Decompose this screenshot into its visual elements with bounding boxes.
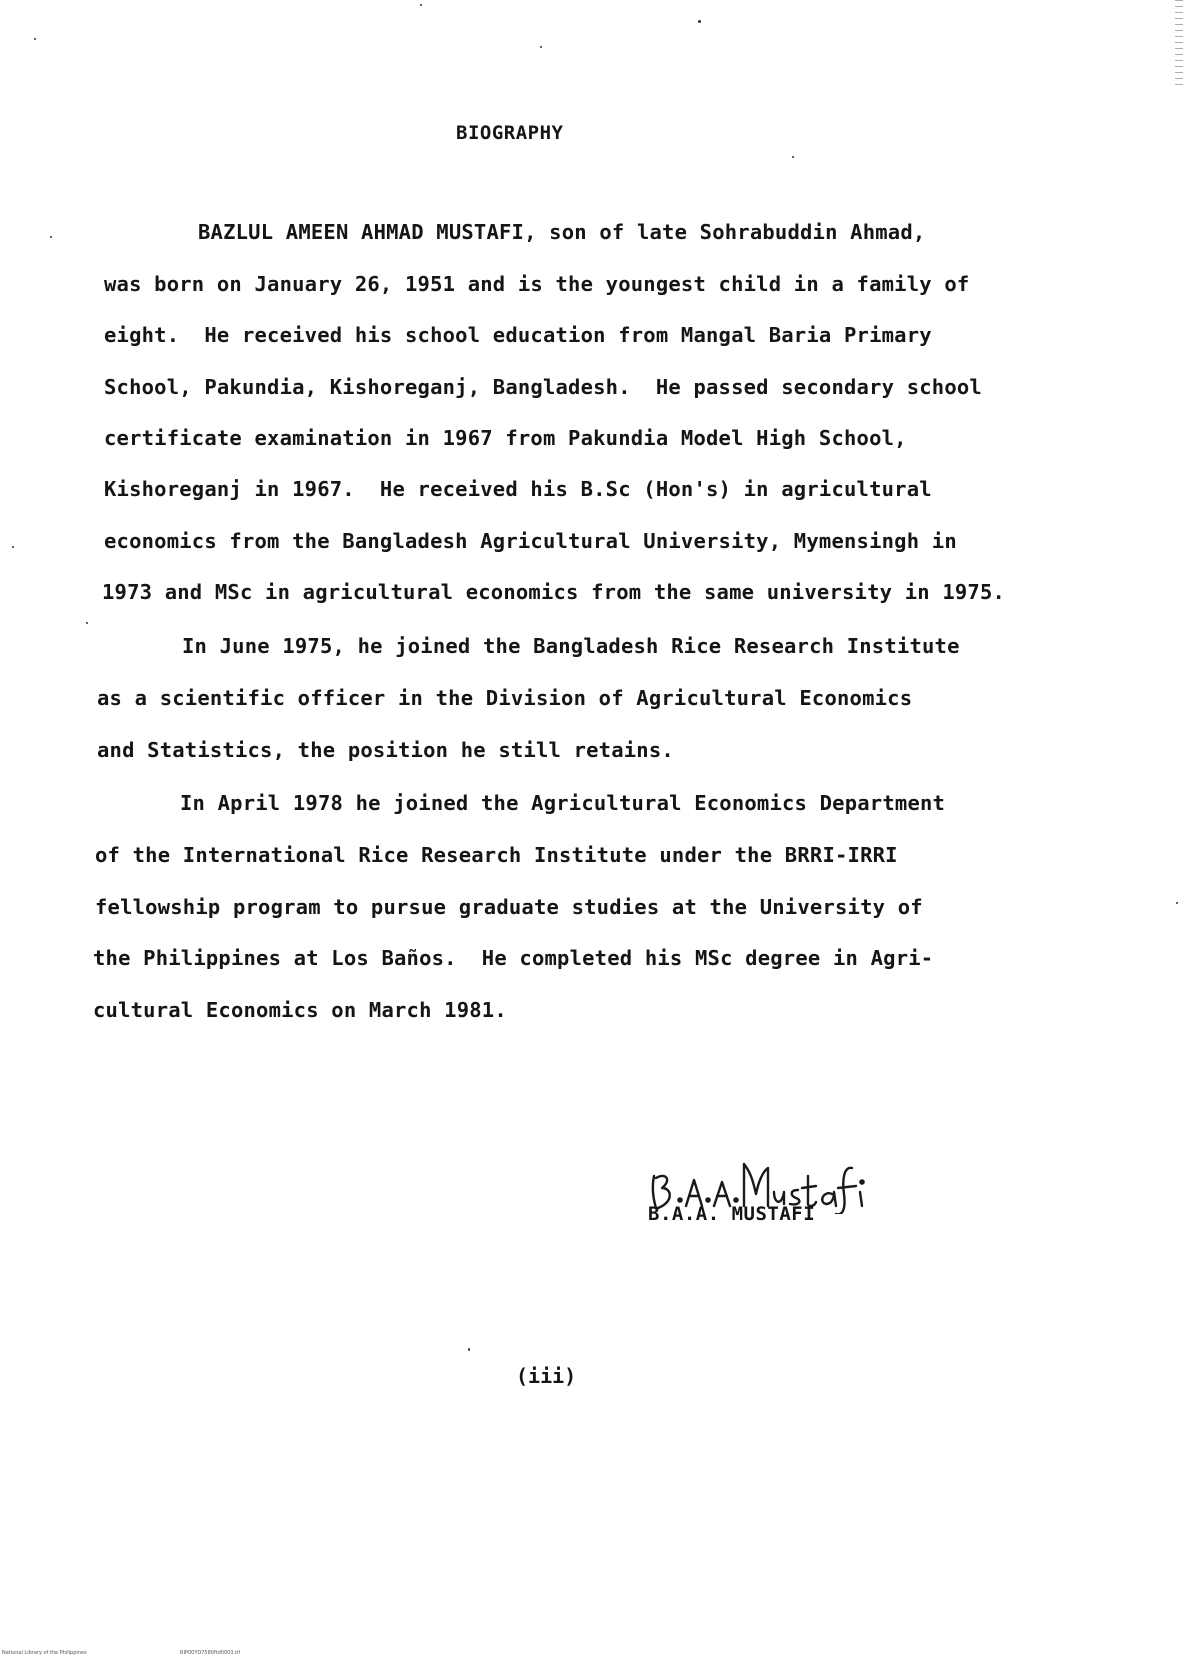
scan-speck [1176,902,1178,904]
scan-speck [12,546,14,548]
scan-speck [698,20,701,23]
scan-speck [540,46,542,48]
scan-speck [34,38,36,40]
body-line: Kishoreganj in 1967. He received his B.Sc (Hon's) in agricultural [104,477,932,501]
scan-speck [86,622,88,624]
body-line: was born on January 26, 1951 and is the youngest child in a family of [104,272,970,296]
scan-edge-marks [1175,0,1183,90]
body-line: economics from the Bangladesh Agricultural University, Mymensingh in [104,529,957,553]
body-line: and Statistics, the position he still retains. [97,738,674,762]
body-line: the Philippines at Los Baños. He completed his MSc degree in Agri- [93,946,934,970]
page-number: (iii) [516,1364,577,1388]
body-line: In June 1975, he joined the Bangladesh Rice Research Institute [182,634,960,658]
body-line: eight. He received his school education from Mangal Baria Primary [104,323,932,347]
body-line: School, Pakundia, Kishoreganj, Bangladesh. He passed secondary school [104,375,982,399]
body-line: 1973 and MSc in agricultural economics from the same university in 1975. [102,580,1006,604]
scan-speck [468,1348,470,1351]
page-title: BIOGRAPHY [456,122,564,144]
body-line: In April 1978 he joined the Agricultural Economics Department [180,791,946,815]
body-line: cultural Economics on March 1981. [93,998,507,1022]
scan-speck [50,236,52,238]
footer-file-code: RIP00YD7580ftd0003.tif [180,1650,241,1656]
body-line: certificate examination in 1967 from Pakundia Model High School, [104,426,907,450]
scan-speck [792,156,794,158]
body-line: of the International Rice Research Institute under the BRRI-IRRI [95,843,898,867]
body-line: as a scientific officer in the Division of Agricultural Economics [97,686,913,710]
footer-library-note: National Library of the Philippines [2,1650,87,1656]
body-line: BAZLUL AMEEN AHMAD MUSTAFI, son of late Sohrabuddin Ahmad, [198,220,926,244]
scan-speck [420,4,422,6]
body-line: fellowship program to pursue graduate studies at the University of [95,895,923,919]
signatory-name: B.A.A. MUSTAFI [648,1203,816,1225]
